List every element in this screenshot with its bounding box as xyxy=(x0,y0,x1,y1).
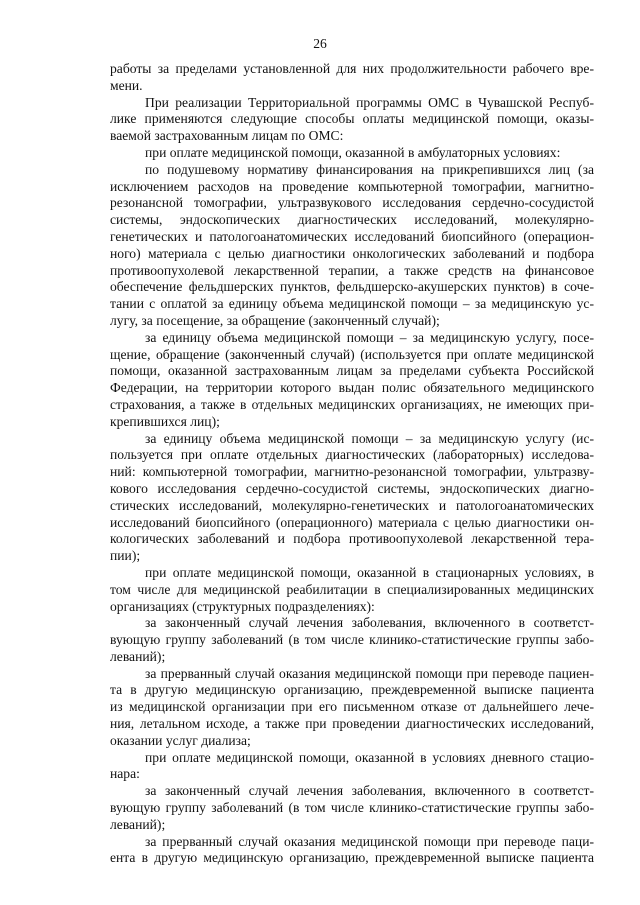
text-line: При реализации Территориальной программы ОМС в Чувашской Респуб- xyxy=(145,94,594,110)
text-line: том числе для медицинской реабилитации в специализированных медицинских xyxy=(110,581,594,597)
paragraph xyxy=(110,431,594,565)
text-line: крепившихся лиц); xyxy=(110,413,220,429)
paragraph xyxy=(110,615,594,665)
text-line: за законченный случай лечения заболевания, включенного в соответст- xyxy=(145,783,594,799)
text-line: обеспечение фельдшерских пунктов, фельдшерско-акушерских пунктов) в соче- xyxy=(110,279,594,295)
text-line: ний: компьютерной томографии, магнитно-резонансной томографии, ультразву- xyxy=(110,464,594,480)
text-line: мени. xyxy=(110,77,143,93)
paragraph xyxy=(110,666,594,750)
text-line: за законченный случай лечения заболевания, включенного в соответст- xyxy=(145,615,594,631)
paragraph xyxy=(110,145,594,162)
text-line: стических исследований, молекулярно-генетических и патологоанатомических xyxy=(110,497,594,513)
text-line: при оплате медицинской помощи, оказанной в амбулаторных условиях: xyxy=(145,144,561,160)
text-line: за прерванный случай оказания медицинской помощи при переводе паци- xyxy=(145,833,594,849)
text-line: ного) материала с целью диагностики онкологических заболеваний и подбора xyxy=(110,245,594,261)
text-line: по подушевому нормативу финансирования на прикрепившихся лиц (за xyxy=(145,161,594,177)
text-line: помощи, оказанной застрахованным лицам за пределами субъекта Российской xyxy=(110,363,594,379)
paragraph xyxy=(110,162,594,330)
text-line: пии); xyxy=(110,548,141,564)
text-line: при оплате медицинской помощи, оказанной в стационарных условиях, в xyxy=(145,564,594,580)
text-line: ента в другую медицинскую организацию, преждевременной выписке пациента xyxy=(110,850,594,866)
text-line: ния, летальном исходе, а также при проведении диагностических исследований, xyxy=(110,716,594,732)
text-line: исследований биопсийного (операционного) материала с целью диагностики он- xyxy=(110,514,594,530)
text-line: за единицу объема медицинской помощи – за медицинскую услугу, посе- xyxy=(145,329,594,345)
text-line: лугу, за посещение, за обращение (законченный случай); xyxy=(110,312,440,328)
text-line: вующую группу заболеваний (в том числе клинико-статистические группы забо- xyxy=(110,632,594,648)
text-line: тании с оплатой за единицу объема медицинской помощи – за медицинскую ус- xyxy=(110,296,594,312)
text-line: лике применяются следующие способы оплаты медицинской помощи, оказы- xyxy=(110,111,594,127)
paragraph xyxy=(110,834,594,868)
text-line: страхования, а также в отдельных медицинских организациях, не имеющих при- xyxy=(110,396,594,412)
text-line: кового исследования сердечно-сосудистой системы, эндоскопических диагно- xyxy=(110,480,594,496)
paragraph xyxy=(110,750,594,784)
text-line: из медицинской организации при его письменном отказе от дальнейшего лече- xyxy=(110,699,594,715)
text-line: противоопухолевой лекарственной терапии, а также средств на финансовое xyxy=(110,262,594,278)
text-line: оказании услуг диализа; xyxy=(110,732,251,748)
text-line: леваний); xyxy=(110,648,166,664)
text-line: щение, обращение (законченный случай) (используется при оплате медицинской xyxy=(110,346,594,362)
page-number: 26 xyxy=(313,36,327,51)
paragraph xyxy=(110,565,594,615)
body-text xyxy=(110,61,594,867)
paragraph xyxy=(110,330,594,431)
text-line: организациях (структурных подразделениях): xyxy=(110,598,375,614)
text-line: генетических и патологоанатомических исследований биопсийного (операцион- xyxy=(110,228,594,244)
text-line: ваемой застрахованным лицам по ОМС: xyxy=(110,128,344,144)
text-line: исключением расходов на проведение компьютерной томографии, магнитно- xyxy=(110,178,594,194)
text-line: Федерации, на территории которого выдан полис обязательного медицинского xyxy=(110,380,594,396)
text-line: пользуется при оплате отдельных диагностических (лабораторных) исследова- xyxy=(110,447,594,463)
text-line: за прерванный случай оказания медицинской помощи при переводе пациен- xyxy=(145,665,594,681)
text-line: нара: xyxy=(110,766,140,782)
text-line: резонансной томографии, ультразвукового исследования сердечно-сосудистой xyxy=(110,195,594,211)
paragraph xyxy=(110,95,594,145)
paragraph xyxy=(110,61,594,95)
paragraph xyxy=(110,783,594,833)
text-line: леваний); xyxy=(110,816,166,832)
text-line: при оплате медицинской помощи, оказанной в условиях дневного стацио- xyxy=(145,749,594,765)
text-line: системы, эндоскопических диагностических исследований, молекулярно- xyxy=(110,212,594,228)
text-line: работы за пределами установленной для них продолжительности рабочего вре- xyxy=(110,61,594,76)
text-line: кологических заболеваний и подбора противоопухолевой лекарственной тера- xyxy=(110,531,594,547)
text-line: вующую группу заболеваний (в том числе клинико-статистические группы забо- xyxy=(110,800,594,816)
text-line: за единицу объема медицинской помощи – за медицинскую услугу (ис- xyxy=(145,430,594,446)
text-line: та в другую медицинскую организацию, преждевременной выписке пациента xyxy=(110,682,594,698)
